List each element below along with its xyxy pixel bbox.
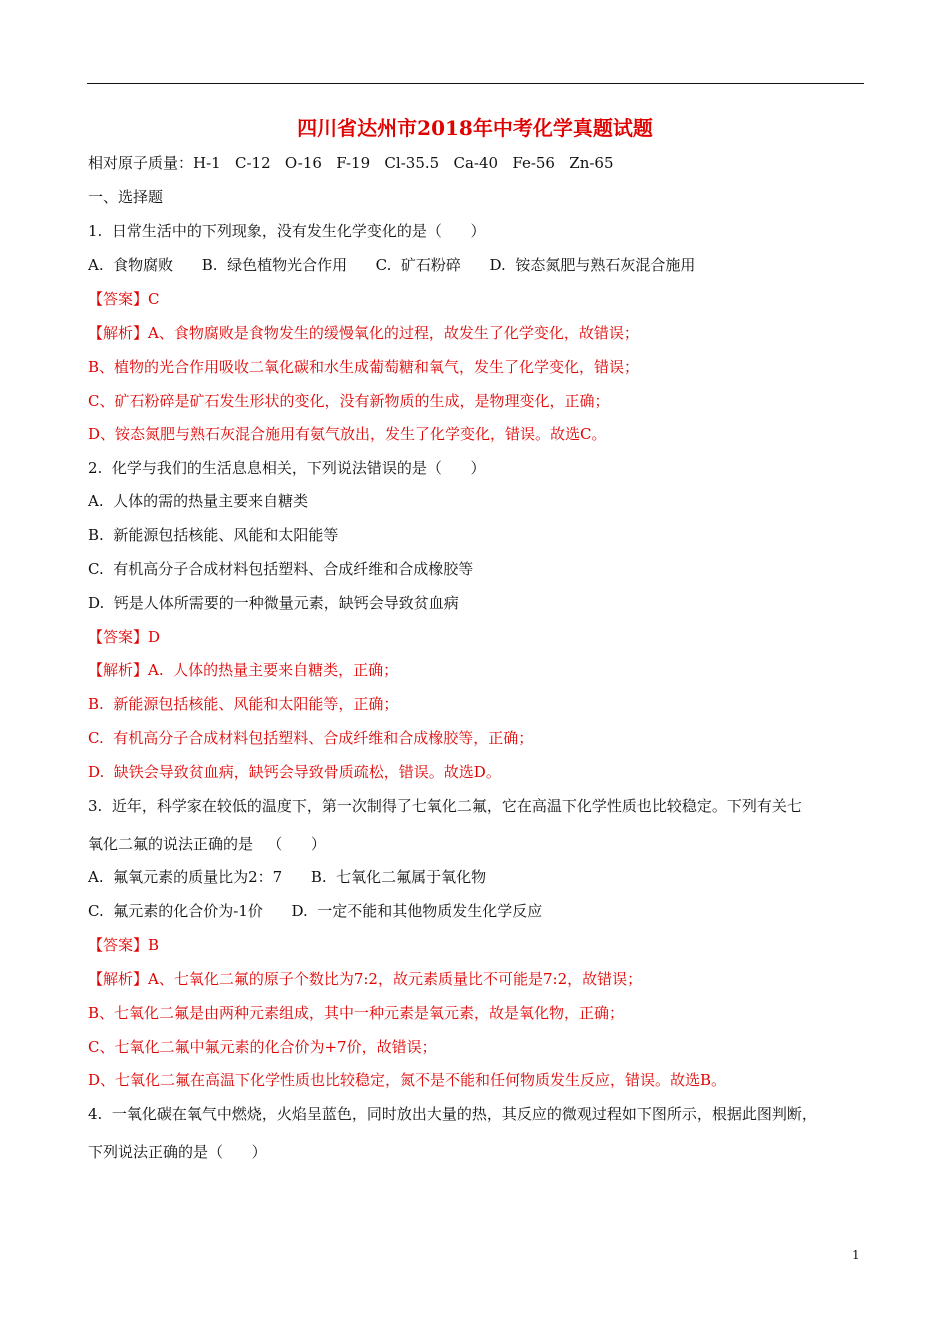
q1-analysis-line: D、铵态氮肥与熟石灰混合施用有氨气放出，发生了化学变化，错误。故选C。 [88, 425, 607, 443]
q4-stem-line: 下列说法正确的是（ ） [88, 1143, 267, 1161]
q3-analysis-line: B、七氧化二氟是由两种元素组成，其中一种元素是氧元素，故是氧化物，正确； [88, 1004, 625, 1022]
q2-analysis-line: B. 新能源包括核能、风能和太阳能等，正确； [88, 695, 399, 713]
q1-analysis-line: C、矿石粉碎是矿石发生形状的变化，没有新物质的生成，是物理变化，正确； [88, 392, 610, 410]
q4-stem-line: 4. 一氧化碳在氧气中燃烧，火焰呈蓝色，同时放出大量的热，其反应的微观过程如下图所示，根据此图判断， [88, 1105, 817, 1123]
q1-answer: 【答案】C [88, 290, 160, 308]
q2-answer: 【答案】D [88, 628, 161, 646]
q2-analysis-line: D. 缺铁会导致贫血病，缺钙会导致骨质疏松，错误。故选D。 [88, 763, 501, 781]
q1-options: A. 食物腐败 B. 绿色植物光合作用 C. 矿石粉碎 D. 铵态氮肥与熟石灰混合施用 [88, 256, 696, 274]
q3-stem-line: 3. 近年，科学家在较低的温度下，第一次制得了七氧化二氟，它在高温下化学性质也比较稳定。下列有关七 [88, 797, 802, 815]
q3-stem-line: 氧化二氟的说法正确的是 （ ） [88, 835, 326, 853]
q2-option: A. 人体的需的热量主要来自糖类 [88, 492, 309, 510]
q3-analysis-line: 【解析】A、七氧化二氟的原子个数比为7:2，故元素质量比不可能是7:2，故错误； [88, 970, 643, 988]
atomic-mass-line: 相对原子质量：H-1 C-12 O-16 F-19 Cl-35.5 Ca-40 Fe-56 Zn-65 [88, 154, 614, 172]
q1-analysis-line: 【解析】A、食物腐败是食物发生的缓慢氧化的过程，故发生了化学变化，故错误； [88, 324, 639, 342]
q2-analysis-line: 【解析】A. 人体的热量主要来自糖类，正确； [88, 661, 399, 679]
q3-analysis-line: D、七氧化二氟在高温下化学性质也比较稳定，氮不是不能和任何物质发生反应，错误。故选B。 [88, 1071, 727, 1089]
page-number: 1 [852, 1248, 860, 1262]
q1-analysis-line: B、植物的光合作用吸收二氧化碳和水生成葡萄糖和氧气，发生了化学变化，错误； [88, 358, 640, 376]
page-title: 四川省达州市2018年中考化学真题试题 [297, 116, 653, 140]
header-rule [87, 83, 864, 84]
q3-answer: 【答案】B [88, 936, 160, 954]
q2-option: B. 新能源包括核能、风能和太阳能等 [88, 526, 339, 544]
q2-option: D. 钙是人体所需要的一种微量元素，缺钙会导致贫血病 [88, 594, 459, 612]
section-heading: 一、选择题 [88, 188, 164, 206]
q3-options: C. 氟元素的化合价为-1价 D. 一定不能和其他物质发生化学反应 [88, 902, 543, 920]
q2-option: C. 有机高分子合成材料包括塑料、合成纤维和合成橡胶等 [88, 560, 474, 578]
q2-stem: 2. 化学与我们的生活息息相关，下列说法错误的是（ ） [88, 459, 486, 477]
q2-analysis-line: C. 有机高分子合成材料包括塑料、合成纤维和合成橡胶等，正确； [88, 729, 534, 747]
q1-stem: 1. 日常生活中的下列现象，没有发生化学变化的是（ ） [88, 222, 486, 240]
q3-analysis-line: C、七氧化二氟中氟元素的化合价为+7价，故错误； [88, 1038, 437, 1056]
q3-options: A. 氟氧元素的质量比为2：7 B. 七氧化二氟属于氧化物 [88, 868, 487, 886]
